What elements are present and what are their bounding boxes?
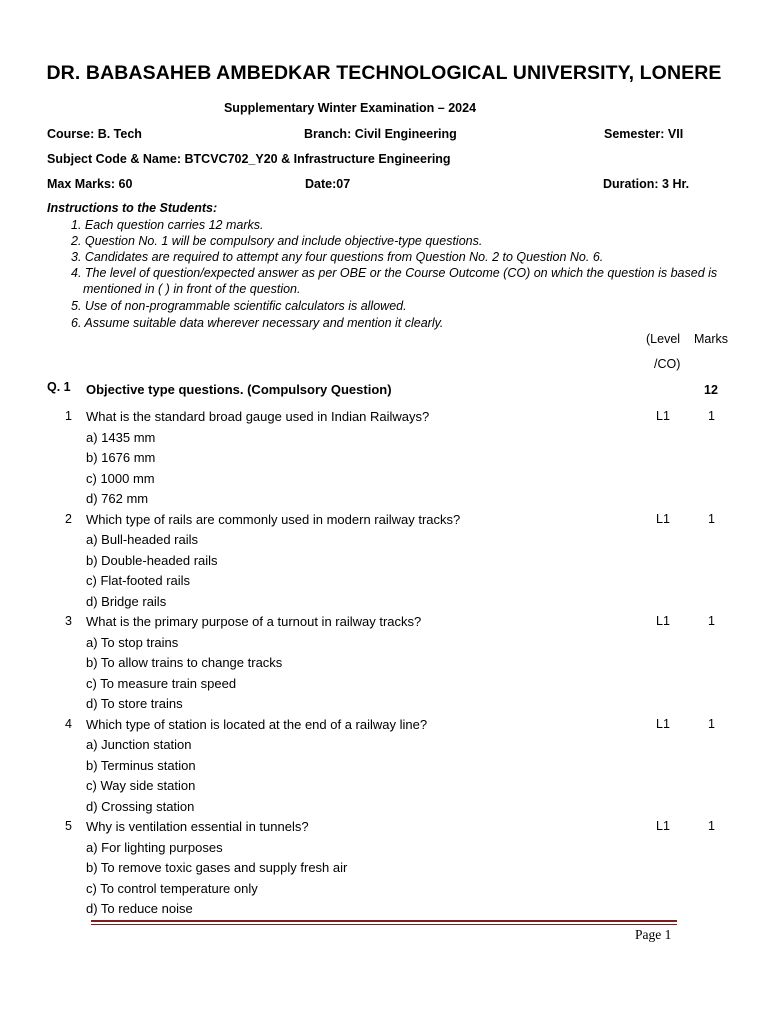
instruction-item: 6. Assume suitable data wherever necessary and mention it clearly. xyxy=(71,316,444,330)
instruction-item: 1. Each question carries 12 marks. xyxy=(71,218,264,232)
instruction-item: 2. Question No. 1 will be compulsory and include objective-type questions. xyxy=(71,234,483,248)
instruction-item: 4. The level of question/expected answer as per OBE or the Course Outcome (CO) on which the question is based is xyxy=(71,266,718,280)
footer-rule-thin xyxy=(91,924,677,925)
question-level: L1 xyxy=(656,716,670,731)
answer-option: a) Bull-headed rails xyxy=(86,532,199,547)
footer-rule xyxy=(91,920,677,922)
answer-option: d) Crossing station xyxy=(86,798,195,814)
question-number: 3 xyxy=(65,614,72,628)
question-marks: 1 xyxy=(708,409,715,423)
answer-option: d) To store trains xyxy=(86,696,183,711)
marks-column-header: Marks xyxy=(694,332,729,346)
exam-title: Supplementary Winter Examination – 2024 xyxy=(223,101,477,115)
branch: Branch: Civil Engineering xyxy=(304,127,457,141)
answer-option: b) Terminus station xyxy=(86,757,196,773)
answer-option: c) To control temperature only xyxy=(86,880,258,896)
answer-option: a) For lighting purposes xyxy=(86,839,223,855)
question-text: Which type of station is located at the end of a railway line? xyxy=(86,716,428,732)
answer-option: b) Double-headed rails xyxy=(86,552,218,568)
question-number: 4 xyxy=(65,716,72,731)
q1-marks: 12 xyxy=(704,383,718,397)
instruction-item: 5. Use of non-programmable scientific calculators is allowed. xyxy=(71,299,407,313)
semester: Semester: VII xyxy=(604,127,684,141)
question-number: 5 xyxy=(65,819,72,833)
question-marks: 1 xyxy=(708,716,715,731)
question-text: Which type of rails are commonly used in modern railway tracks? xyxy=(86,511,461,527)
question-level: L1 xyxy=(656,511,670,526)
question-text: What is the standard broad gauge used in Indian Railways? xyxy=(86,409,430,424)
answer-option: a) 1435 mm xyxy=(86,429,156,445)
answer-option: b) To allow trains to change tracks xyxy=(86,655,283,670)
exam-date: Date:07 xyxy=(305,177,351,191)
max-marks: Max Marks: 60 xyxy=(47,177,133,191)
answer-option: d) Bridge rails xyxy=(86,593,167,609)
answer-option: b) To remove toxic gases and supply fresh air xyxy=(86,860,348,875)
q1-label: Q. 1 xyxy=(47,380,71,394)
course: Course: B. Tech xyxy=(47,127,142,141)
instruction-item: 3. Candidates are required to attempt any four questions from Question No. 2 to Question No. 6. xyxy=(71,250,604,264)
question-level: L1 xyxy=(656,819,670,833)
q1-title: Objective type questions. (Compulsory Question) xyxy=(86,382,392,397)
level-column-header: (Level xyxy=(646,332,681,346)
instructions-heading: Instructions to the Students: xyxy=(47,201,218,215)
question-marks: 1 xyxy=(708,614,715,628)
question-level: L1 xyxy=(656,614,670,628)
university-title: DR. BABASAHEB AMBEDKAR TECHNOLOGICAL UNIVERSITY, LONERE xyxy=(46,62,722,84)
subject-row xyxy=(47,152,707,170)
level-column-header-co: /CO) xyxy=(654,357,681,371)
marks-date-row xyxy=(47,177,707,195)
subject: Subject Code & Name: BTCVC702_Y20 & Infrastructure Engineering xyxy=(47,152,451,166)
answer-option: c) Way side station xyxy=(86,778,196,793)
question-text: What is the primary purpose of a turnout in railway tracks? xyxy=(86,614,422,629)
answer-option: c) 1000 mm xyxy=(86,470,155,486)
answer-option: d) 762 mm xyxy=(86,491,149,506)
answer-option: a) Junction station xyxy=(86,737,192,752)
question-number: 2 xyxy=(65,511,72,526)
question-number: 1 xyxy=(65,409,72,423)
question-level: L1 xyxy=(656,409,670,423)
answer-option: d) To reduce noise xyxy=(86,901,193,916)
duration: Duration: 3 Hr. xyxy=(603,177,690,191)
page-number: Page 1 xyxy=(635,927,672,942)
course-info-row xyxy=(47,127,707,145)
answer-option: b) 1676 mm xyxy=(86,450,156,465)
question-text: Why is ventilation essential in tunnels? xyxy=(86,819,309,834)
instruction-item: mentioned in ( ) in front of the question. xyxy=(83,282,301,296)
answer-option: c) Flat-footed rails xyxy=(86,573,191,588)
question-marks: 1 xyxy=(708,819,715,833)
question-marks: 1 xyxy=(708,511,715,526)
answer-option: c) To measure train speed xyxy=(86,675,237,691)
answer-option: a) To stop trains xyxy=(86,634,179,650)
